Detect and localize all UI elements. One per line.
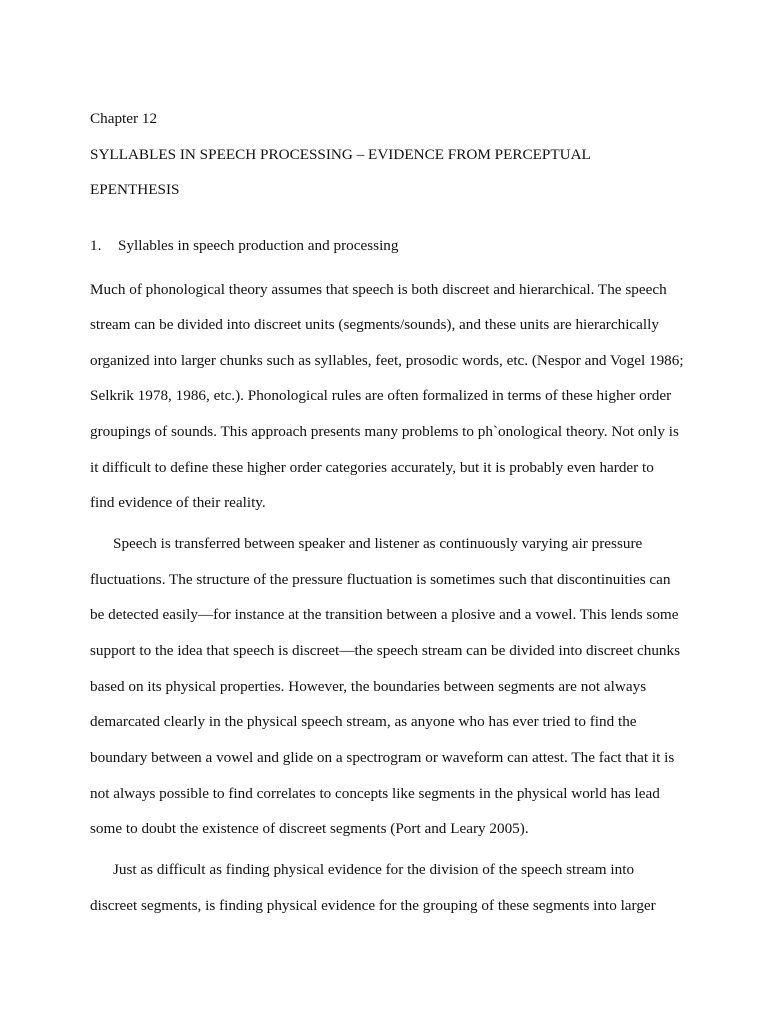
paragraph-1-line-3: organized into larger chunks such as syllables, feet, prosodic words, etc. (Nespor and Vogel 1986; <box>90 352 684 369</box>
paragraph-2-line-9: some to doubt the existence of discreet segments (Port and Leary 2005). <box>90 820 529 837</box>
paragraph-2-line-6: demarcated clearly in the physical speech stream, as anyone who has ever tried to find the <box>90 713 637 730</box>
section-title: Syllables in speech production and processing <box>118 237 399 254</box>
paragraph-2-line-4: support to the idea that speech is discreet—the speech stream can be divided into discreet chunks <box>90 642 681 659</box>
chapter-title-line-2: EPENTHESIS <box>90 181 180 198</box>
paragraph-2-line-2: fluctuations. The structure of the pressure fluctuation is sometimes such that discontinuities can <box>90 571 671 588</box>
paragraph-1-line-4: Selkrik 1978, 1986, etc.). Phonological rules are often formalized in terms of these higher order <box>90 387 672 404</box>
paragraph-2-line-8: not always possible to find correlates to concepts like segments in the physical world has lead <box>90 785 660 802</box>
paragraph-1-line-1: Much of phonological theory assumes that speech is both discreet and hierarchical. The speech <box>90 281 667 298</box>
chapter-label: Chapter 12 <box>90 110 158 127</box>
chapter-title-line-1: SYLLABLES IN SPEECH PROCESSING – EVIDENCE FROM PERCEPTUAL <box>90 146 591 163</box>
paragraph-1-line-6: it difficult to define these higher order categories accurately, but it is probably even harder to <box>90 459 654 476</box>
section-number: 1. <box>90 237 102 254</box>
paragraph-2-line-5: based on its physical properties. However, the boundaries between segments are not always <box>90 678 647 695</box>
paragraph-2-line-7: boundary between a vowel and glide on a spectrogram or waveform can attest. The fact that it is <box>90 749 675 766</box>
paragraph-3-line-1: Just as difficult as finding physical evidence for the division of the speech stream into <box>113 861 635 878</box>
paragraph-3-line-2: discreet segments, is finding physical evidence for the grouping of these segments into larger <box>90 897 656 914</box>
paragraph-1-line-7: find evidence of their reality. <box>90 494 266 511</box>
paragraph-1-line-2: stream can be divided into discreet units (segments/sounds), and these units are hierarchically <box>90 316 659 333</box>
paragraph-2-line-3: be detected easily—for instance at the transition between a plosive and a vowel. This lends some <box>90 606 679 623</box>
paragraph-2-line-1: Speech is transferred between speaker and listener as continuously varying air pressure <box>113 535 643 552</box>
paragraph-1-line-5: groupings of sounds. This approach presents many problems to ph`onological theory. Not only is <box>90 423 679 440</box>
